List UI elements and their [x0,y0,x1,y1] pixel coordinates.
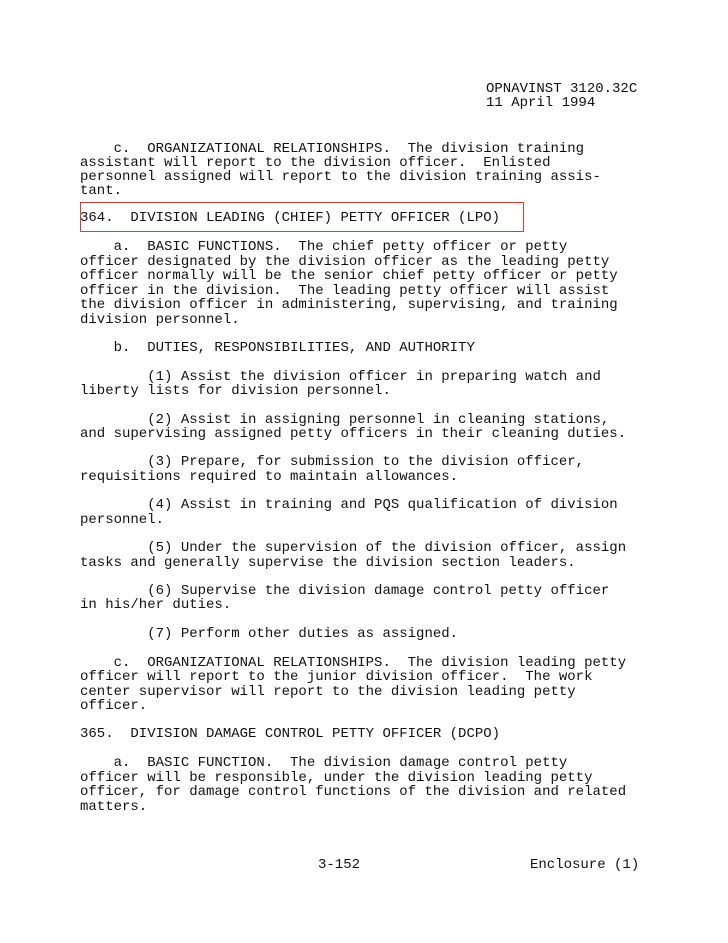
section-365-title: 365. DIVISION DAMAGE CONTROL PETTY OFFICER (DCPO) [80,726,501,742]
list-item-line: (3) Prepare, for submission to the division officer, [80,454,585,470]
paragraph-line: division personnel. [80,312,240,328]
list-item-line: (4) Assist in training and PQS qualification of division [80,497,618,513]
list-item-line: (5) Under the supervision of the division officer, assign [80,540,627,556]
list-item-line: and supervising assigned petty officers in their cleaning duties. [80,426,627,442]
paragraph-line: officer will report to the junior division officer. The work [80,669,593,685]
list-item-line: liberty lists for division personnel. [80,383,391,399]
paragraph-line: officer will be responsible, under the division leading petty [80,770,593,786]
paragraph-line: personnel assigned will report to the division training assis- [80,169,601,185]
paragraph-line: c. ORGANIZATIONAL RELATIONSHIPS. The division leading petty [80,655,627,671]
paragraph-line: c. ORGANIZATIONAL RELATIONSHIPS. The division training [80,141,585,157]
paragraph-line: a. BASIC FUNCTIONS. The chief petty officer or petty [80,239,568,255]
paragraph-line: tant. [80,183,123,199]
section-364-title: 364. DIVISION LEADING (CHIEF) PETTY OFFICER (LPO) [80,210,501,226]
list-item-line: personnel. [80,512,165,528]
enclosure-label: Enclosure (1) [530,857,640,873]
list-item-line: (1) Assist the division officer in preparing watch and [80,369,601,385]
paragraph-line: officer in the division. The leading petty officer will assist [80,283,610,299]
page-number: 3-152 [318,857,361,873]
list-item-line: (7) Perform other duties as assigned. [80,626,459,642]
subsection-heading: b. DUTIES, RESPONSIBILITIES, AND AUTHORITY [80,340,475,356]
paragraph-line: assistant will report to the division officer. Enlisted [80,155,551,171]
list-item-line: (6) Supervise the division damage control petty officer [80,583,610,599]
paragraph-line: officer designated by the division officer as the leading petty [80,254,610,270]
list-item-line: in his/her duties. [80,597,232,613]
paragraph-line: a. BASIC FUNCTION. The division damage control petty [80,755,568,771]
paragraph-line: officer normally will be the senior chief petty officer or petty [80,268,618,284]
doc-number: OPNAVINST 3120.32C [486,81,638,97]
list-item-line: requisitions required to maintain allowances. [80,469,459,485]
list-item-line: tasks and generally supervise the division section leaders. [80,555,576,571]
list-item-line: (2) Assist in assigning personnel in cleaning stations, [80,412,610,428]
paragraph-line: center supervisor will report to the division leading petty [80,684,576,700]
paragraph-line: matters. [80,799,148,815]
paragraph-line: the division officer in administering, supervising, and training [80,297,618,313]
paragraph-line: officer. [80,698,148,714]
doc-date: 11 April 1994 [486,95,596,111]
paragraph-line: officer, for damage control functions of the division and related [80,784,627,800]
